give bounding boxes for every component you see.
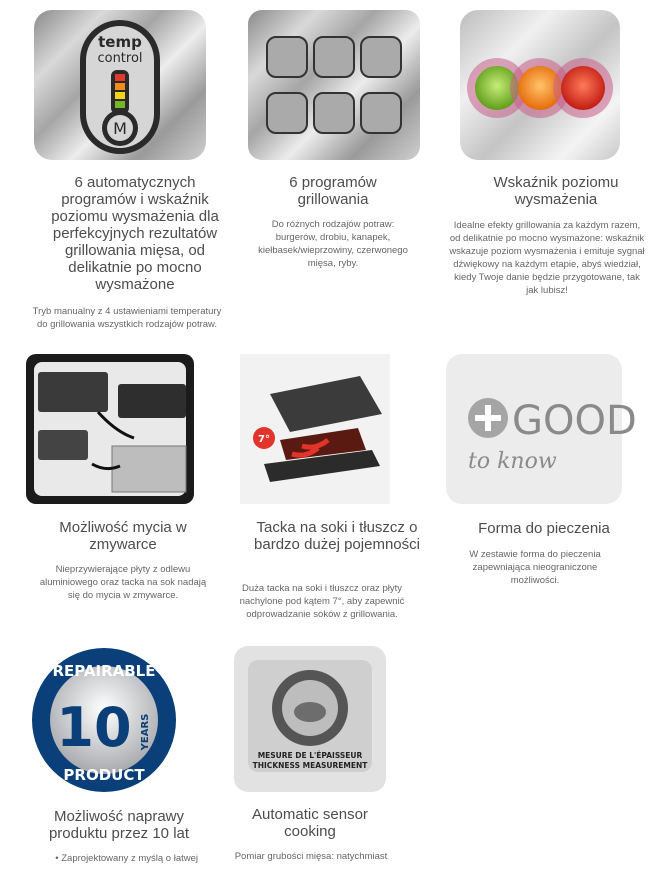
feature-title: 6 programów grillowania xyxy=(289,174,377,208)
feature-title: Możliwość naprawy produktu przez 10 lat xyxy=(48,808,190,842)
angle-badge: 7° xyxy=(258,434,270,445)
dishwasher-plates-photo xyxy=(26,354,194,504)
temp-text: temp xyxy=(98,33,142,51)
repairable-product-icon xyxy=(24,646,184,794)
years-number: 10 xyxy=(56,696,132,759)
feature-title: 6 automatycznych programów i wskaźnik poziomu wysmażenia dla perfekcyjnych rezultatów grillowania mięsa, od delikatnie po mocno wysmażone xyxy=(51,174,219,293)
feature-title: Automatic sensor cooking xyxy=(252,806,368,840)
chicken-icon xyxy=(313,36,355,78)
feature-title: Możliwość mycia w zmywarce xyxy=(59,519,187,553)
juice-tray-graphic xyxy=(240,354,390,504)
fish-icon xyxy=(360,92,402,134)
juice-tray-photo xyxy=(240,354,390,504)
repairable-text: REPAIRABLE xyxy=(52,662,156,680)
product-text: PRODUCT xyxy=(63,766,145,784)
thickness-en-text: THICKNESS MEASUREMENT xyxy=(252,761,368,770)
feature-description: Do różnych rodzajów potraw: burgerów, drobiu, kanapek, kiełbasek/wieprzowiny, czerwonego mięsa, ryby. xyxy=(258,219,408,269)
feature-description: • Zaprojektowany z myślą o łatwej xyxy=(55,853,198,864)
feature-title: Wskaźnik poziomu wysmażenia xyxy=(493,174,619,208)
feature-description: W zestawie forma do pieczenia zapewniająca nieograniczone możliwości. xyxy=(469,549,601,586)
steak-icon xyxy=(313,92,355,134)
feature-title: Forma do pieczenia xyxy=(478,520,610,537)
to-know-text: to know xyxy=(468,449,557,474)
temp-control-icon xyxy=(34,10,206,160)
sandwich-icon xyxy=(360,36,402,78)
thickness-fr-text: MESURE DE L'ÉPAISSEUR xyxy=(257,751,363,760)
manual-letter: M xyxy=(113,119,127,138)
grill-programs-icon xyxy=(248,10,420,160)
dishwasher-graphic xyxy=(26,354,194,504)
sensor-cooking-icon xyxy=(234,646,386,792)
years-text: YEARS xyxy=(140,713,151,751)
feature-description: Tryb manualny z 4 ustawieniami temperatury do grillowania wszystkich rodzajów potraw. xyxy=(32,306,222,330)
doneness-indicator-icon xyxy=(460,10,620,160)
repairable-badge-graphic xyxy=(24,646,184,794)
sensor-graphic xyxy=(234,646,386,792)
good-to-know-graphic xyxy=(446,354,637,504)
feature-title: Tacka na soki i tłuszcz o bardzo dużej pojemności xyxy=(254,519,420,553)
feature-description: Nieprzywierające płyty z odlewu aluminiowego oraz tacka na sok nadają się do mycia w zmywarce. xyxy=(39,564,207,601)
good-to-know-icon xyxy=(446,354,637,504)
doneness-lights-graphic xyxy=(460,10,620,160)
feature-description: Idealne efekty grillowania za każdym razem, od delikatnie po mocno wysmażone: wskaźnik wskazuje poziom wysmażenia i emituje sygnał dźwiękowy na każdym etapie, abyś wiedział, kiedy Twoje danie będzie przygotowane, tak jak lubisz! xyxy=(449,220,645,296)
thermometer-graphic xyxy=(34,10,206,160)
sausage-icon xyxy=(266,92,308,134)
feature-description: Pomiar grubości mięsa: natychmiast xyxy=(234,851,388,862)
control-text: control xyxy=(97,51,143,66)
good-text: GOOD xyxy=(512,398,637,444)
burger-icon xyxy=(266,36,308,78)
feature-description: Duża tacka na soki i tłuszcz oraz płyty nachylone pod kątem 7°, aby zapewnić odprowadzanie soków z grillowania. xyxy=(239,583,405,620)
